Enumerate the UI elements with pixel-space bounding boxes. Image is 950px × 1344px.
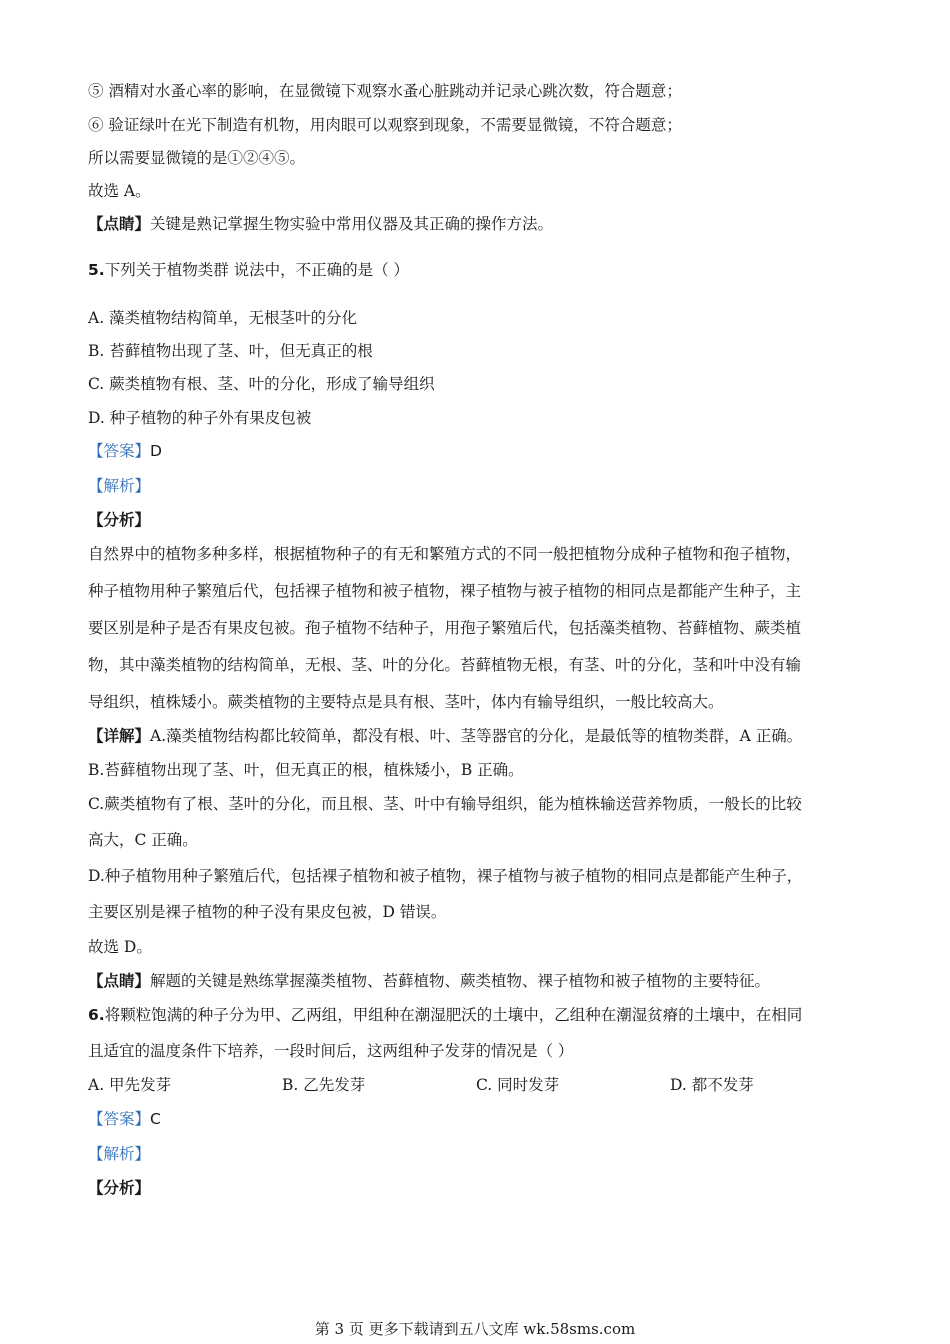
- fenxi-tag: 【分析】: [88, 510, 151, 529]
- answer-line: [88, 441, 162, 461]
- fenxi-line: 物，其中藻类植物的结构简单，无根、茎、叶的分化。苔藓植物无根，有茎、叶的分化，茎和叶中没有输: [88, 656, 802, 674]
- answer-tag: 【答案】: [88, 442, 151, 460]
- fenxi-tag: 【分析】: [88, 1178, 151, 1197]
- detail-line: D.种子植物用种子繁殖后代，包括裸子植物和被子植物，裸子植物与被子植物的相同点是都能产生种子，: [88, 867, 803, 885]
- question-number: 6.: [88, 1006, 105, 1024]
- option-a: A. 甲先发芽: [88, 1076, 172, 1094]
- page-footer: 第 3 页 更多下载请到五八文库 wk.58sms.com: [314, 1320, 636, 1338]
- option-d: D. 种子植物的种子外有果皮包被: [88, 409, 312, 427]
- option-a: A. 藻类植物结构简单，无根茎叶的分化: [88, 309, 358, 327]
- fenxi-line: 导组织，植株矮小。蕨类植物的主要特点是具有根、茎叶，体内有输导组织，一般比较高大。: [88, 693, 724, 711]
- answer-tag: 【答案】: [88, 1110, 151, 1128]
- dianjing-tag: 【点睛】: [88, 214, 151, 233]
- text-line: ⑤ 酒精对水蚤心率的影响，在显微镜下观察水蚤心脏跳动并记录心跳次数，符合题意；: [88, 82, 682, 100]
- fenxi-line: 种子植物用种子繁殖后代，包括裸子植物和被子植物，裸子植物与被子植物的相同点是都能产生种子，主: [88, 582, 802, 600]
- dianjing-text: 解题的关键是熟练掌握藻类植物、苔藓植物、蕨类植物、裸子植物和被子植物的主要特征。: [150, 972, 771, 990]
- option-c: C. 蕨类植物有根、茎、叶的分化，形成了输导组织: [88, 375, 435, 393]
- choose-line: 故选 D。: [88, 938, 152, 956]
- detail-line: B.苔藓植物出现了茎、叶，但无真正的根，植株矮小，B 正确。: [88, 761, 524, 779]
- dianjing-text: 关键是熟记掌握生物实验中常用仪器及其正确的操作方法。: [150, 215, 554, 233]
- analysis-tag: 【解析】: [88, 1145, 151, 1163]
- detail-text: A.藻类植物结构都比较简单，都没有根、叶、茎等器官的分化，是最低等的植物类群，A 正确。: [150, 727, 803, 745]
- fenxi-line: 要区别是种子是否有果皮包被。孢子植物不结种子，用孢子繁殖后代，包括藻类植物、苔藓植物、蕨类植: [88, 619, 802, 637]
- answer-value: D: [150, 442, 162, 460]
- detail-line: 高大，C 正确。: [88, 831, 198, 849]
- question-5-stem: [88, 260, 409, 280]
- text-line: ⑥ 验证绿叶在光下制造有机物，用肉眼可以观察到现象，不需要显微镜，不符合题意；: [88, 116, 682, 134]
- detail-tag: 【详解】: [88, 726, 151, 745]
- dianjing-line: [88, 971, 770, 991]
- question-stem: 下列关于植物类群 说法中，不正确的是（ ）: [104, 261, 410, 279]
- option-d: D. 都不发芽: [670, 1076, 754, 1094]
- analysis-tag: 【解析】: [88, 477, 151, 495]
- answer-value: C: [150, 1110, 161, 1128]
- question-number: 5.: [88, 261, 105, 279]
- detail-line: [88, 726, 802, 746]
- dianjing-tag: 【点睛】: [88, 971, 151, 990]
- fenxi-line: 自然界中的植物多种多样，根据植物种子的有无和繁殖方式的不同一般把植物分成种子植物和孢子植物，: [88, 545, 802, 563]
- detail-line: 主要区别是裸子植物的种子没有果皮包被，D 错误。: [88, 903, 447, 921]
- detail-line: C.蕨类植物有了根、茎叶的分化，而且根、茎、叶中有输导组织，能为植株输送营养物质，一般长的比较: [88, 795, 802, 813]
- question-stem: 将颗粒饱满的种子分为甲、乙两组，甲组种在潮湿肥沃的土壤中，乙组种在潮湿贫瘠的土壤中，在相同: [104, 1006, 803, 1024]
- text-line: 所以需要显微镜的是①②④⑤。: [88, 149, 306, 167]
- option-c: C. 同时发芽: [476, 1076, 560, 1094]
- question-6-stem: [88, 1005, 802, 1025]
- answer-line: [88, 1109, 161, 1129]
- option-b: B. 苔藓植物出现了茎、叶，但无真正的根: [88, 342, 373, 360]
- option-b: B. 乙先发芽: [282, 1076, 366, 1094]
- options-row: [88, 1075, 868, 1095]
- dianjing-line: [88, 214, 553, 234]
- question-6-stem-cont: 且适宜的温度条件下培养，一段时间后，这两组种子发芽的情况是（ ）: [88, 1042, 574, 1060]
- text-line: 故选 A。: [88, 182, 151, 200]
